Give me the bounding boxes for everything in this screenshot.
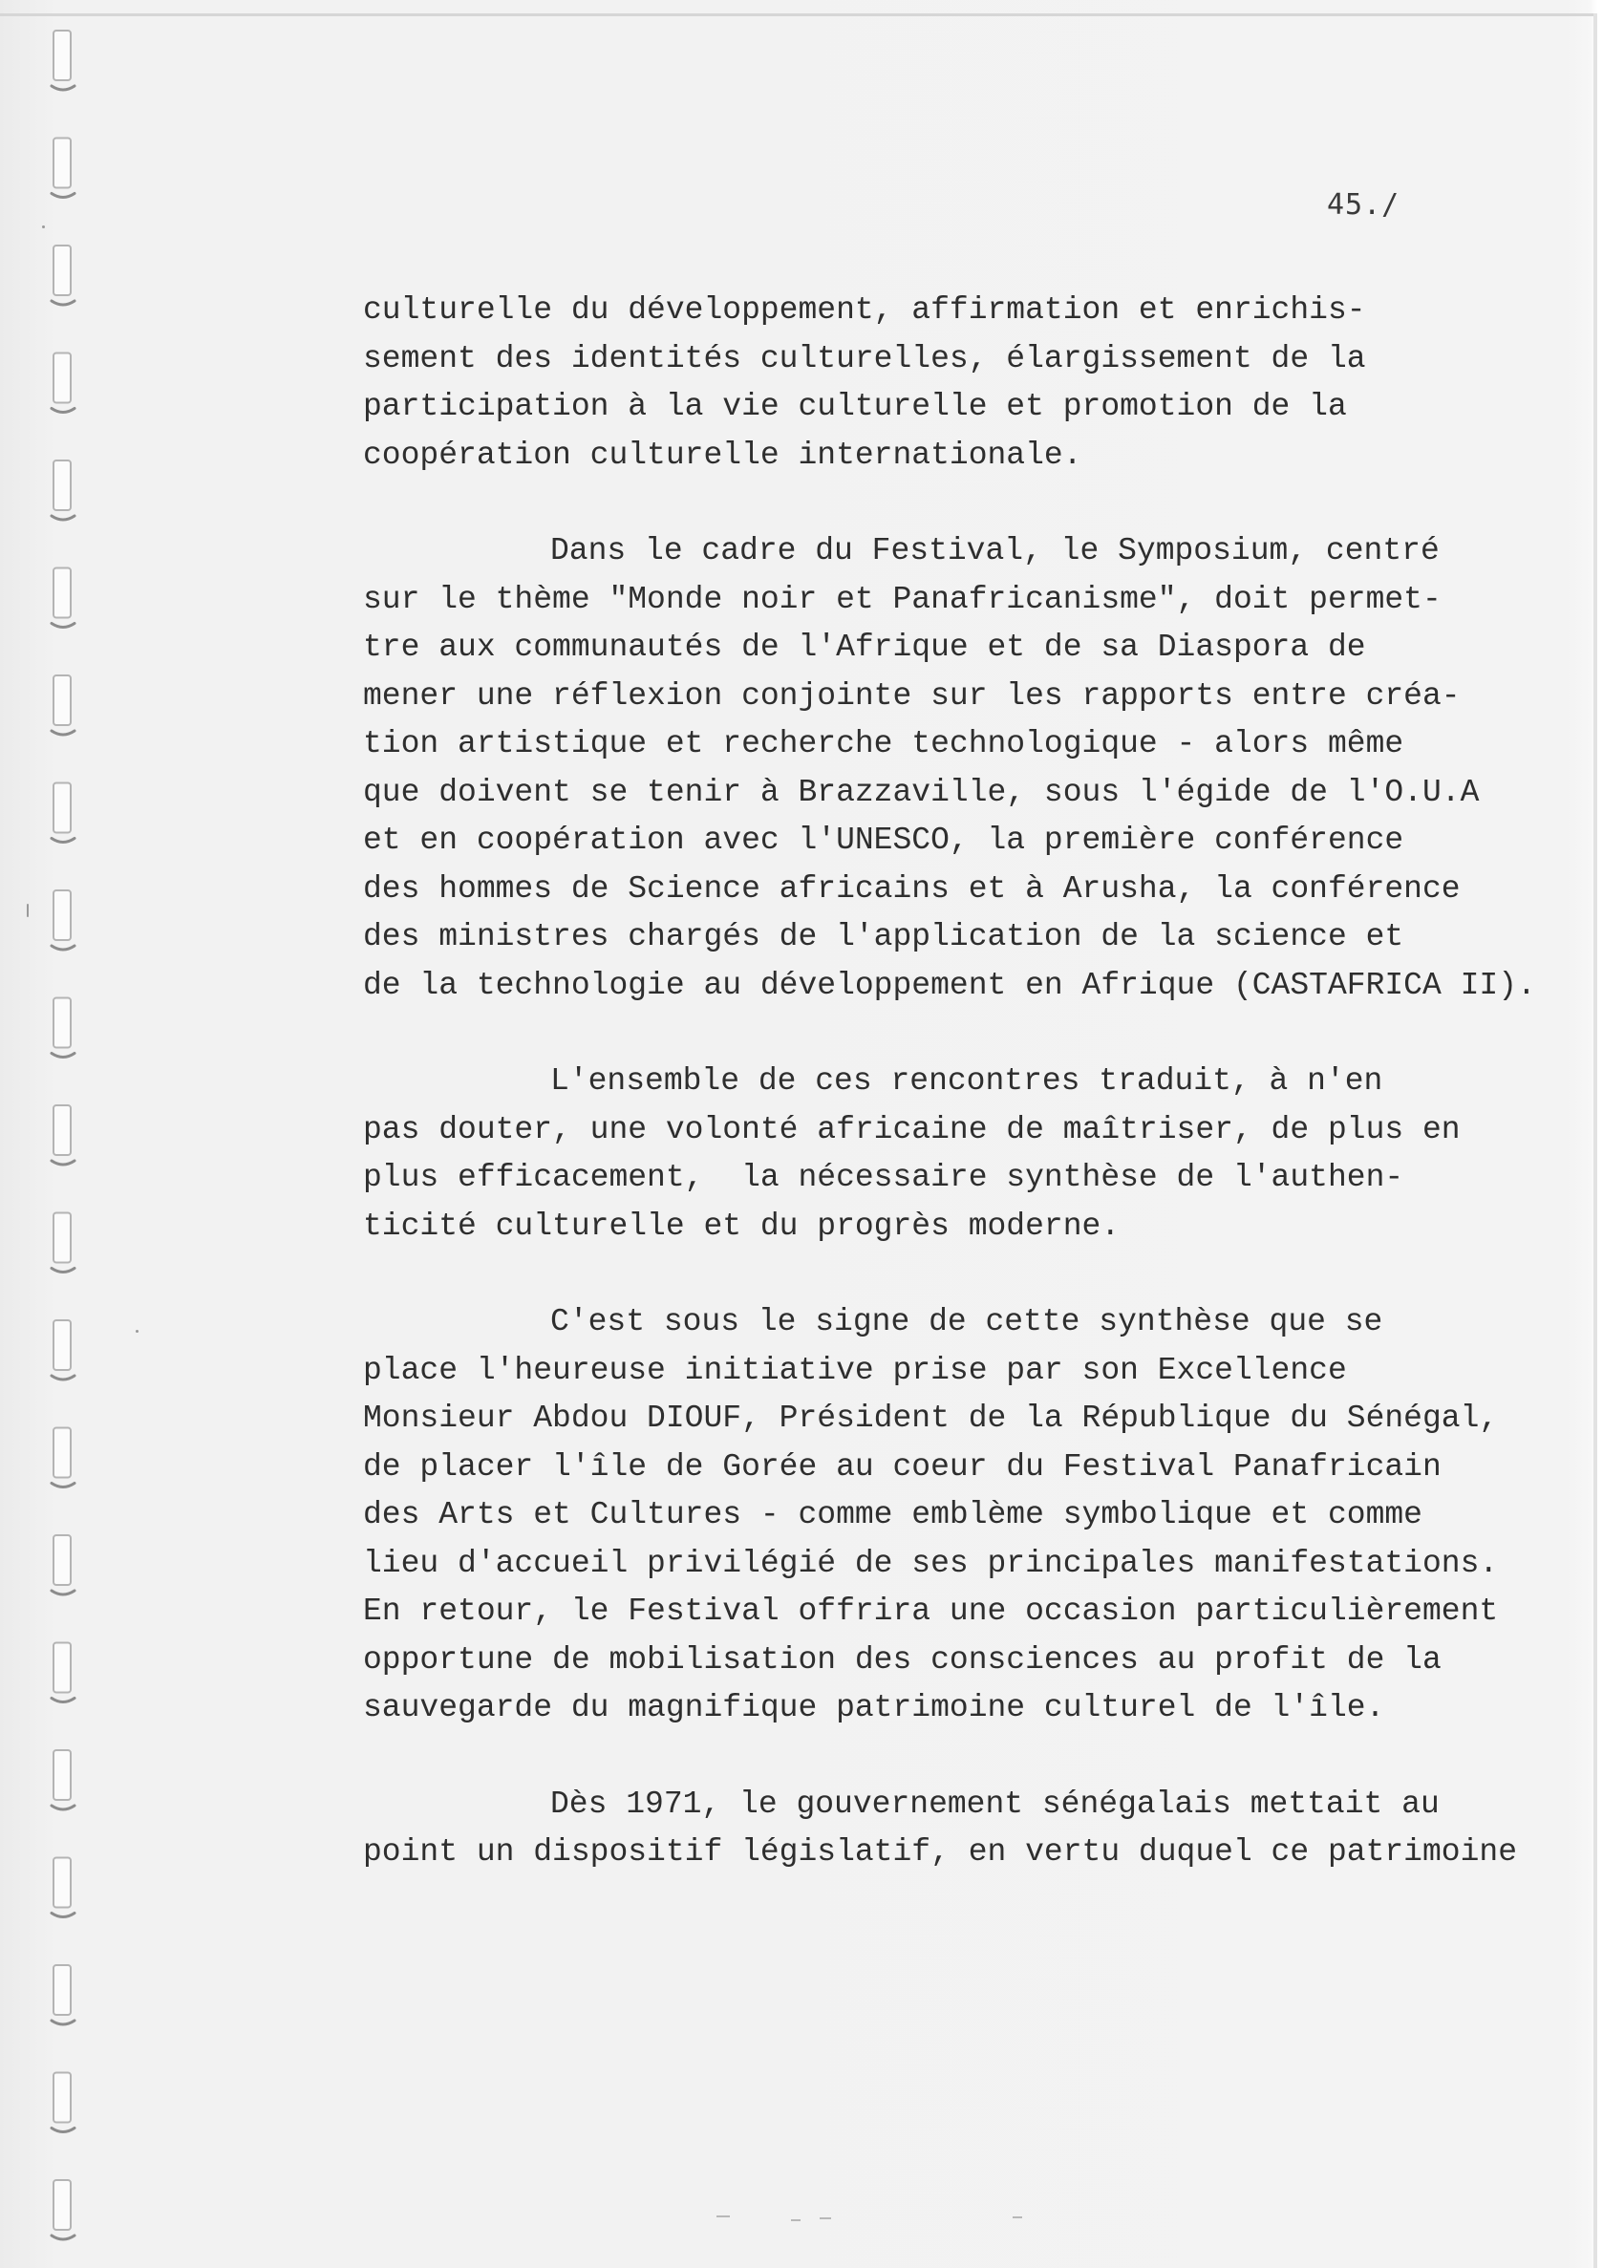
binding-hole: [52, 1965, 75, 2024]
text-line: C'est sous le signe de cette synthèse que se: [550, 1304, 1383, 1339]
text-line: Dans le cadre du Festival, le Symposium, centré: [550, 533, 1440, 568]
text-line: ticité culturelle et du progrès moderne.: [363, 1208, 1121, 1244]
scan-artifact: [820, 2217, 831, 2219]
text-line: de placer l'île de Gorée au coeur du Festival Panafricain: [363, 1448, 1442, 1485]
text-line: sauvegarde du magnifique patrimoine culturel de l'île.: [363, 1690, 1385, 1725]
text-line: tion artistique et recherche technologique - alors même: [363, 726, 1404, 761]
text-line: En retour, le Festival offrira une occasion particulièrement: [363, 1594, 1499, 1629]
text-line: des ministres chargés de l'application de la science et: [363, 919, 1404, 954]
text-line: plus efficacement, la nécessaire synthèse de l'authen-: [363, 1160, 1404, 1195]
text-line: des Arts et Cultures - comme emblème symbolique et comme: [363, 1497, 1422, 1532]
scan-artifact: [791, 2219, 801, 2221]
text-line: participation à la vie culturelle et promotion de la: [363, 389, 1347, 424]
text-line: des hommes de Science africains et à Arusha, la conférence: [363, 870, 1461, 907]
binding-hole: [52, 460, 75, 520]
binding-hole: [52, 675, 75, 735]
paper-speck: [42, 225, 45, 228]
paragraph-5: [363, 1781, 1548, 1877]
paragraph-3: [363, 1058, 1548, 1251]
text-line: opportune de mobilisation des consciences au profit de la: [363, 1641, 1442, 1678]
text-line: point un dispositif législatif, en vertu duquel ce patrimoine: [363, 1834, 1517, 1870]
binding-hole: [52, 1750, 75, 1809]
binding-hole: [52, 139, 75, 198]
binding-holes-graphic: [0, 0, 96, 2268]
text-line: et en coopération avec l'UNESCO, la première conférence: [363, 823, 1404, 858]
text-line: L'ensemble de ces rencontres traduit, à n'en: [550, 1063, 1383, 1099]
binding-hole: [52, 31, 75, 90]
paper-speck: [136, 1330, 139, 1333]
binding-hole: [52, 783, 75, 843]
page-top-edge: [0, 13, 1597, 16]
body-text: [363, 287, 1548, 1925]
text-line: sement des identités culturelles, élargissement de la: [363, 340, 1366, 376]
page-number: 45./: [1327, 188, 1400, 222]
text-line: coopération culturelle internationale.: [363, 437, 1082, 473]
text-line: de la technologie au développement en Afrique (CASTAFRICA II).: [363, 967, 1536, 1003]
binding-hole: [52, 2180, 75, 2239]
scan-artifact: [1013, 2216, 1022, 2218]
binding-hole: [52, 246, 75, 305]
paragraph-2: [363, 527, 1548, 1010]
text-line: culturelle du développement, affirmation et enrichis-: [363, 292, 1366, 328]
text-line: que doivent se tenir à Brazzaville, sous l'égide de l'O.U.A: [363, 774, 1480, 810]
binding-hole: [52, 890, 75, 950]
binding-hole: [52, 2073, 75, 2132]
binding-hole: [52, 998, 75, 1058]
binding-hole: [52, 568, 75, 628]
text-line: pas douter, une volonté africaine de maîtriser, de plus en: [363, 1111, 1461, 1147]
binding-hole: [52, 353, 75, 413]
binding-hole: [52, 1105, 75, 1165]
page-right-edge: [1593, 13, 1597, 2268]
comb-binding-holes: [0, 0, 96, 2268]
text-line: tre aux communautés de l'Afrique et de sa Diaspora de: [363, 630, 1366, 665]
paper-speck: [27, 904, 29, 917]
binding-hole: [52, 1213, 75, 1273]
binding-hole: [52, 1428, 75, 1487]
text-line: Dès 1971, le gouvernement sénégalais mettait au: [550, 1786, 1440, 1822]
binding-hole: [52, 1320, 75, 1380]
text-line: Monsieur Abdou DIOUF, Président de la République du Sénégal,: [363, 1401, 1499, 1436]
binding-hole: [52, 1643, 75, 1702]
binding-hole: [52, 1858, 75, 1917]
text-line: place l'heureuse initiative prise par son Excellence: [363, 1352, 1347, 1388]
paragraph-1: [363, 287, 1548, 480]
paragraph-4: [363, 1298, 1548, 1733]
binding-hole: [52, 1535, 75, 1594]
text-line: sur le thème "Monde noir et Panafricanisme", doit permet-: [363, 581, 1442, 617]
text-line: mener une réflexion conjointe sur les rapports entre créa-: [363, 677, 1461, 714]
scan-artifact: [716, 2215, 730, 2217]
text-line: lieu d'accueil privilégié de ses principales manifestations.: [363, 1545, 1499, 1581]
